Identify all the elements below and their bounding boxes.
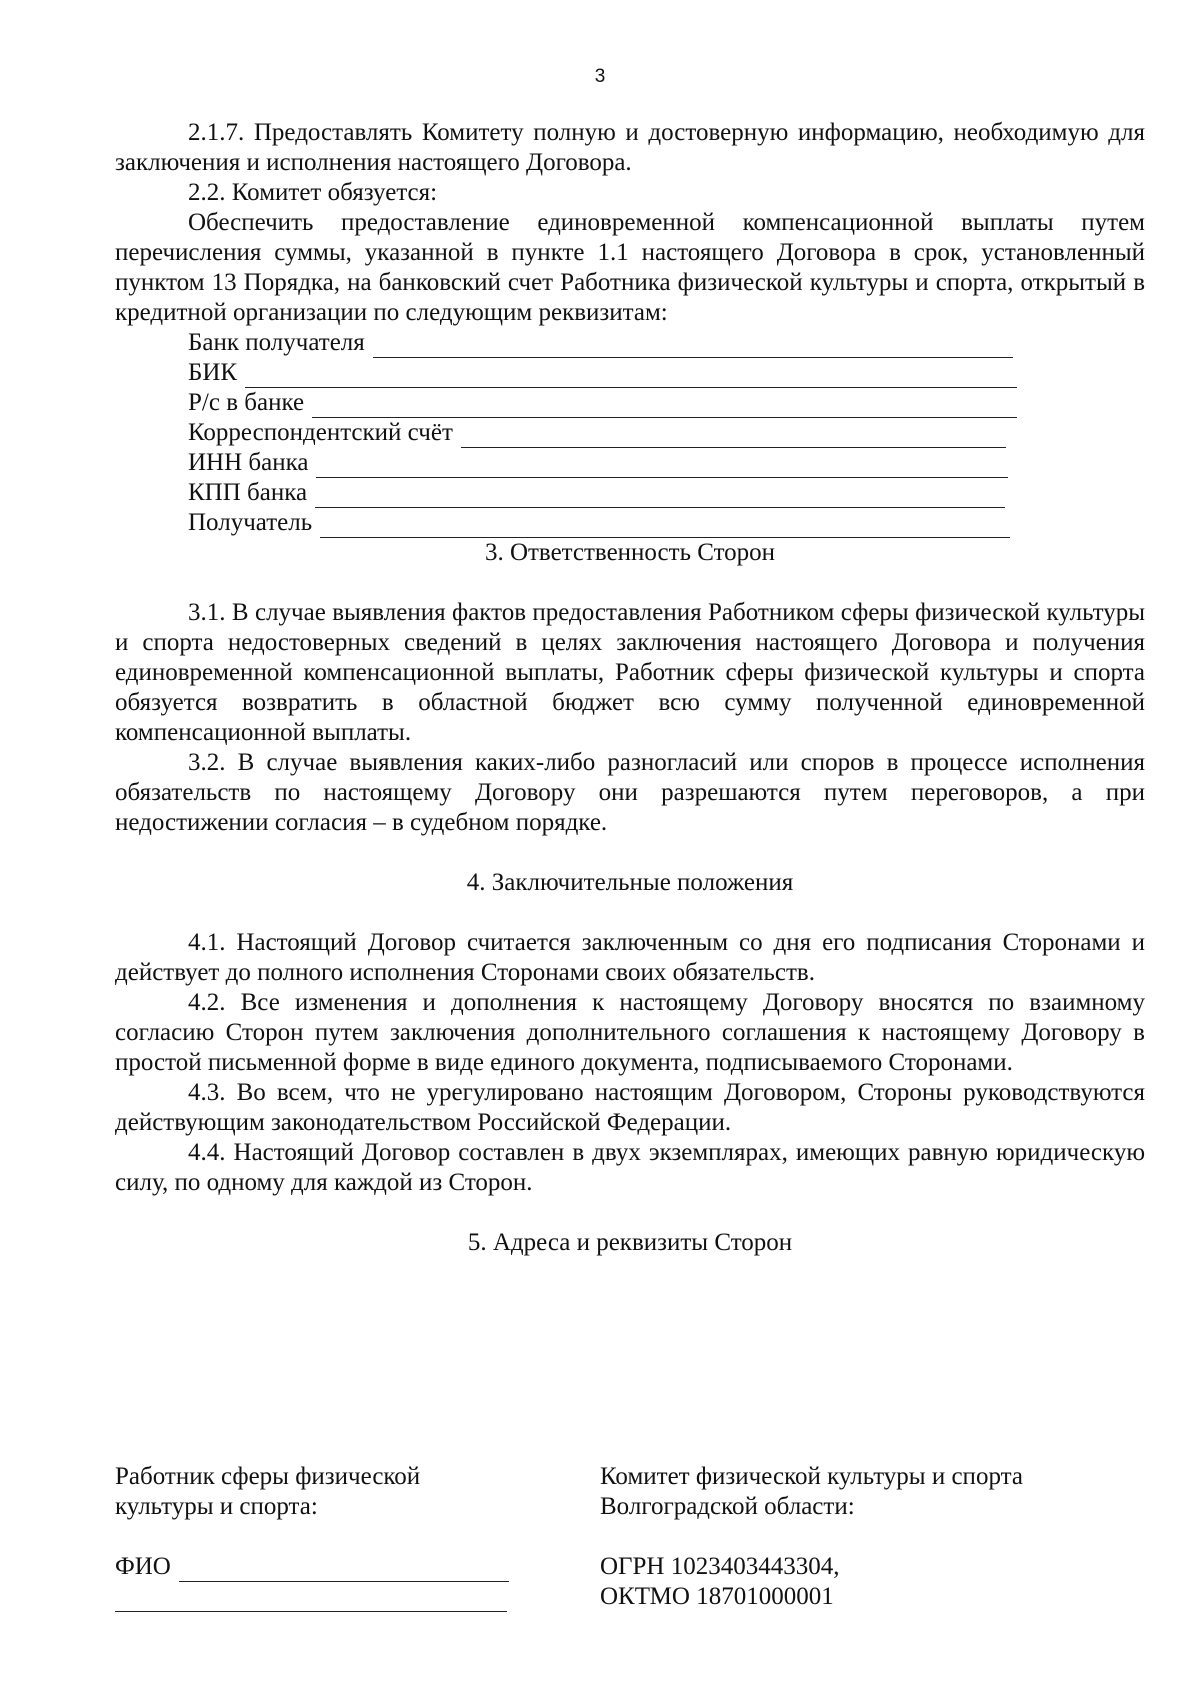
committee-title-line1: Комитет физической культуры и спорта <box>600 1463 1023 1490</box>
section-4-title: 4. Заключительные положения <box>466 869 794 896</box>
paragraph-2-1-7: 2.1.7. Предоставлять Комитету полную и достоверную информацию, необходимую для заключения и исполнения настоящего Договора. <box>115 119 1145 176</box>
kpp-blank-line <box>315 485 1005 508</box>
bik-field-row <box>115 358 1145 388</box>
page-number: 3 <box>594 66 606 87</box>
kpp-field-row <box>115 478 1145 508</box>
recipient-field-row <box>115 508 1145 538</box>
bank-blank-line <box>373 335 1013 358</box>
worker-title-line1: Работник сферы физической <box>115 1463 421 1490</box>
bik-label: БИК <box>188 359 238 386</box>
account-field-row <box>115 388 1145 418</box>
worker-fio-row <box>115 1552 535 1582</box>
inn-blank-line <box>316 455 1008 478</box>
spacer <box>600 1522 1160 1552</box>
spacer <box>115 898 1145 928</box>
paragraph-3-2: 3.2. В случае выявления каких-либо разногласий или споров в процессе исполнения обязательств по настоящему Договору они разрешаются путем переговоров, а при недостижении согласия – в судебном порядке. <box>115 749 1145 836</box>
inn-label: ИНН банка <box>188 449 309 476</box>
worker-extra-blank-line <box>115 1589 507 1612</box>
paragraph-4-3: 4.3. Во всем, что не урегулировано настоящим Договором, Стороны руководствуются действующим законодательством Российской Федерации. <box>115 1079 1145 1136</box>
paragraph-4-4: 4.4. Настоящий Договор составлен в двух экземплярах, имеющих равную юридическую силу, по одному для каждой из Сторон. <box>115 1139 1145 1196</box>
account-blank-line <box>312 395 1017 418</box>
paragraph-4-2: 4.2. Все изменения и дополнения к настоящему Договору вносятся по взаимному согласию Сторон путем заключения дополнительного соглашения к настоящему Договору в простой письменной форме в виде единого документа, подписываемого Сторонами. <box>115 989 1145 1076</box>
document-body <box>115 118 1145 1288</box>
bank-field-row <box>115 328 1145 358</box>
committee-requisites <box>600 1462 1160 1612</box>
worker-fio-blank-line <box>179 1559 509 1582</box>
recipient-label: Получатель <box>188 509 313 536</box>
paragraph-3-1: 3.1. В случае выявления фактов предоставления Работником сферы физической культуры и спорта недостоверных сведений в целях заключения настоящего Договора и получения единовременной компенсационной выплаты, Работник сферы физической культуры и спорта обязуется возвратить в областной бюджет всю сумму полученной единовременной компенсационной выплаты. <box>115 599 1145 746</box>
kpp-label: КПП банка <box>188 479 308 506</box>
recipient-blank-line <box>320 515 1010 538</box>
worker-fio-label: ФИО <box>115 1553 171 1580</box>
bank-label: Банк получателя <box>188 329 365 356</box>
spacer <box>115 1198 1145 1228</box>
paragraph-2-2-text: Обеспечить предоставление единовременной компенсационной выплаты путем перечисления суммы, указанной в пункте 1.1 настоящего Договора в срок, установленный пунктом 13 Порядка, на банковский счет Работника физической культуры и спорта, открытый в кредитной организации по следующим реквизитам: <box>115 209 1145 326</box>
section-3-title: 3. Ответственность Сторон <box>484 539 776 566</box>
paragraph-4-1: 4.1. Настоящий Договор считается заключенным со дня его подписания Сторонами и действует до полного исполнения Сторонами своих обязательств. <box>115 929 1145 986</box>
committee-oktmo: ОКТМО 18701000001 <box>600 1583 834 1610</box>
worker-extra-row <box>115 1582 535 1612</box>
committee-title-line2: Волгоградской области: <box>600 1493 855 1520</box>
spacer <box>115 1522 535 1552</box>
account-label: Р/с в банке <box>188 389 305 416</box>
corr-account-blank-line <box>461 425 1006 448</box>
corr-account-field-row <box>115 418 1145 448</box>
spacer <box>115 568 1145 598</box>
worker-requisites <box>115 1462 535 1612</box>
committee-ogrn: ОГРН 1023403443304, <box>600 1553 840 1580</box>
paragraph-2-2: 2.2. Комитет обязуется: <box>188 179 438 206</box>
bik-blank-line <box>245 365 1017 388</box>
spacer <box>115 1258 1145 1288</box>
inn-field-row <box>115 448 1145 478</box>
spacer <box>115 838 1145 868</box>
worker-title-line2: культуры и спорта: <box>115 1493 318 1520</box>
section-5-title: 5. Адреса и реквизиты Сторон <box>467 1229 793 1256</box>
corr-account-label: Корреспондентский счёт <box>188 419 453 446</box>
